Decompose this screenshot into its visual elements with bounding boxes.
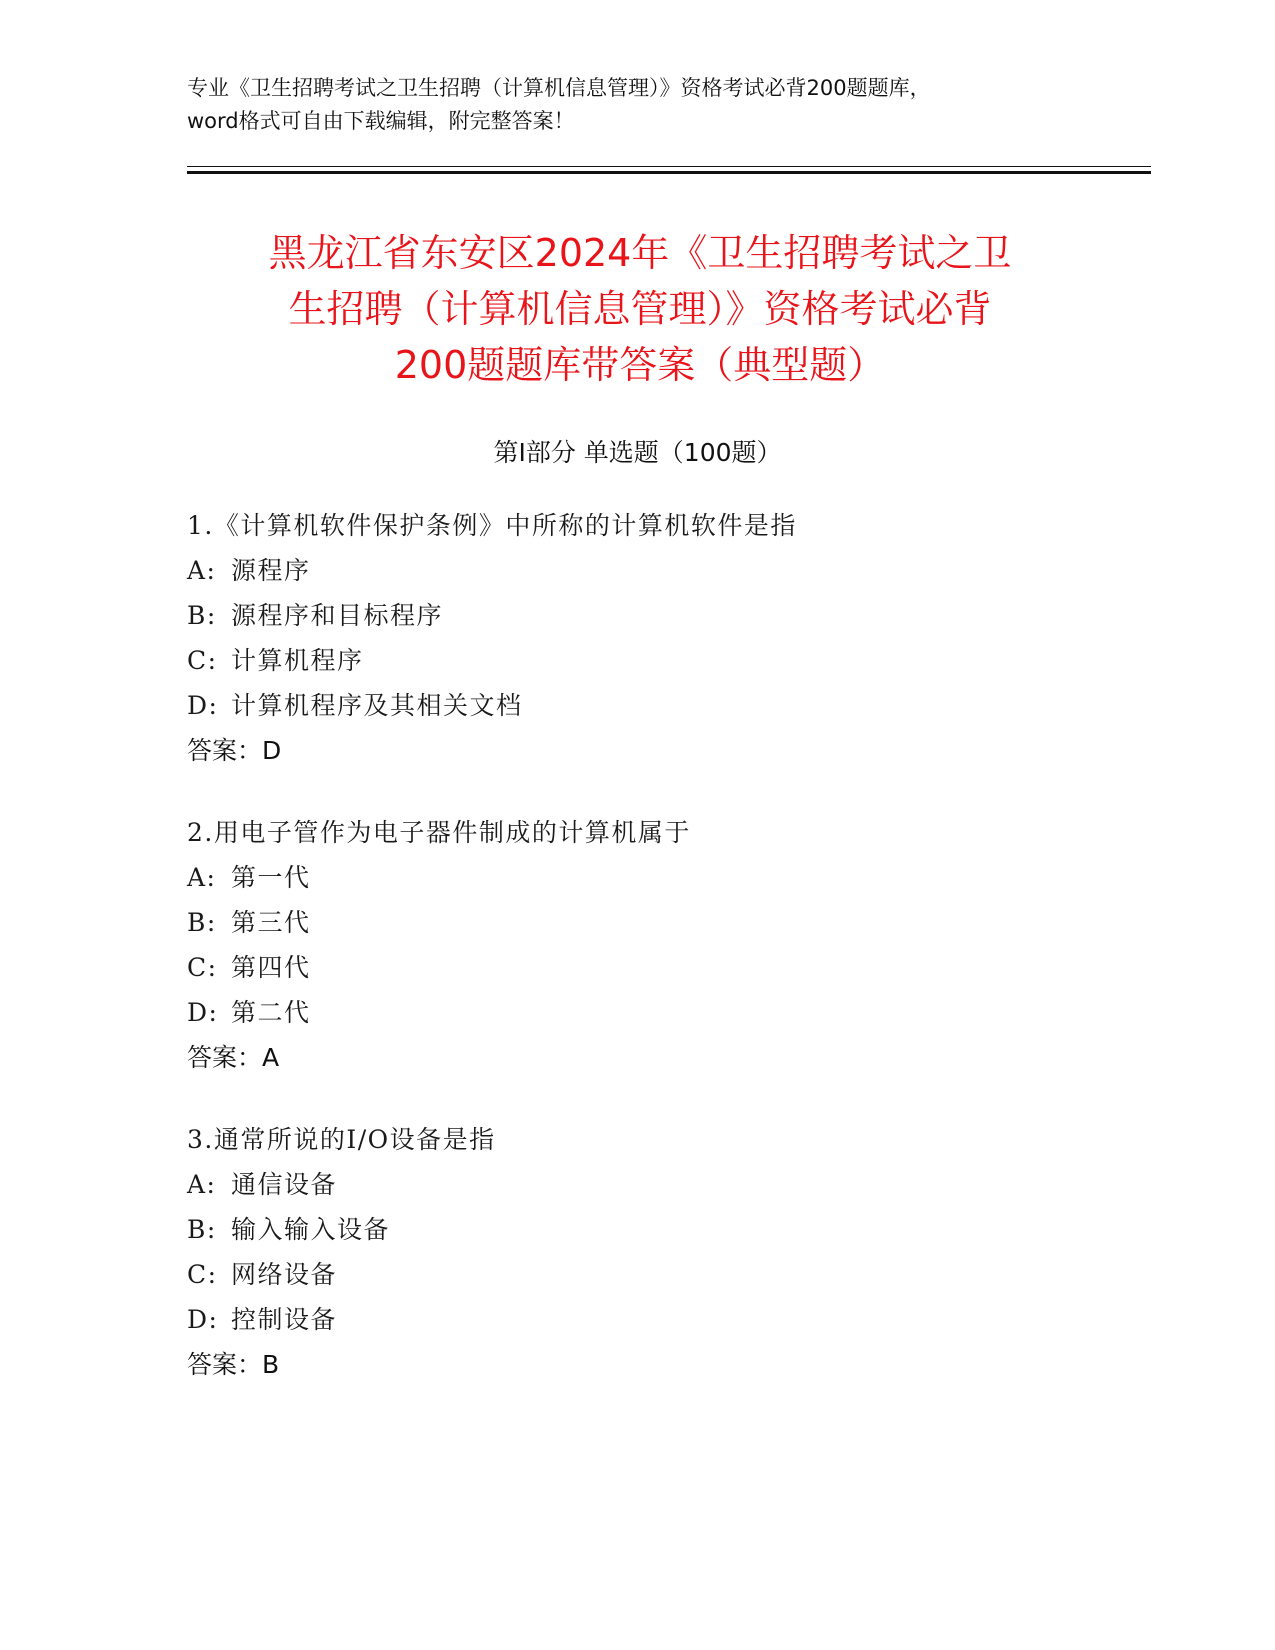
- answer-line: [187, 1342, 1087, 1387]
- option-text: 第四代: [231, 953, 311, 982]
- answer-line: [187, 728, 1087, 773]
- section-heading: 第Ⅰ部分 单选题（100题）: [493, 438, 782, 467]
- option-a: [187, 1162, 1087, 1207]
- option-text: 第三代: [231, 908, 311, 937]
- option-label: A:: [187, 863, 217, 892]
- option-b: [187, 593, 1087, 638]
- option-text: 通信设备: [231, 1170, 338, 1199]
- option-label: A:: [187, 556, 217, 585]
- option-d: [187, 1297, 1087, 1342]
- option-text: 源程序和目标程序: [231, 601, 444, 630]
- question-3: [187, 1117, 1087, 1387]
- option-label: A:: [187, 1170, 217, 1199]
- answer-prefix: 答案：: [187, 736, 263, 765]
- answer-value: D: [262, 736, 282, 765]
- option-d: [187, 990, 1087, 1035]
- option-text: 第二代: [231, 998, 311, 1027]
- answer-prefix: 答案：: [187, 1350, 263, 1379]
- option-label: B:: [187, 908, 217, 937]
- option-c: [187, 638, 1087, 683]
- option-d: [187, 683, 1087, 728]
- header-rule-thin: [187, 166, 1151, 167]
- title-line-2: 生招聘（计算机信息管理）》资格考试必背: [288, 287, 992, 331]
- header-note-line-2: word格式可自由下载编辑，附完整答案！: [187, 109, 575, 133]
- option-label: C:: [187, 1260, 218, 1289]
- document-title: [190, 225, 1090, 393]
- option-label: D:: [187, 998, 219, 1027]
- option-c: [187, 945, 1087, 990]
- option-label: D:: [187, 691, 219, 720]
- option-label: C:: [187, 953, 218, 982]
- answer-prefix: 答案：: [187, 1043, 263, 1072]
- header-rule-thick: [187, 171, 1151, 174]
- option-a: [187, 548, 1087, 593]
- option-label: D:: [187, 1305, 219, 1334]
- option-c: [187, 1252, 1087, 1297]
- option-text: 计算机程序: [231, 646, 364, 675]
- answer-value: B: [262, 1350, 280, 1379]
- question-1: [187, 503, 1087, 773]
- title-line-3: 200题题库带答案（典型题）: [394, 343, 886, 387]
- option-label: B:: [187, 1215, 217, 1244]
- answer-value: A: [262, 1043, 280, 1072]
- question-2: [187, 810, 1087, 1080]
- option-text: 网络设备: [231, 1260, 338, 1289]
- option-a: [187, 855, 1087, 900]
- option-b: [187, 1207, 1087, 1252]
- option-text: 输入输入设备: [231, 1215, 391, 1244]
- question-stem: 3.通常所说的I/O设备是指: [187, 1125, 496, 1154]
- answer-line: [187, 1035, 1087, 1080]
- option-text: 源程序: [231, 556, 311, 585]
- header-note: [187, 72, 1087, 138]
- header-note-line-1: 专业《卫生招聘考试之卫生招聘（计算机信息管理）》资格考试必背200题题库，: [187, 76, 931, 100]
- option-b: [187, 900, 1087, 945]
- option-label: C:: [187, 646, 218, 675]
- question-stem: 1.《计算机软件保护条例》中所称的计算机软件是指: [187, 511, 797, 540]
- option-label: B:: [187, 601, 217, 630]
- question-stem: 2.用电子管作为电子器件制成的计算机属于: [187, 818, 691, 847]
- title-line-1: 黑龙江省东安区2024年《卫生招聘考试之卫: [268, 231, 1012, 275]
- option-text: 计算机程序及其相关文档: [231, 691, 523, 720]
- option-text: 控制设备: [231, 1305, 338, 1334]
- option-text: 第一代: [231, 863, 311, 892]
